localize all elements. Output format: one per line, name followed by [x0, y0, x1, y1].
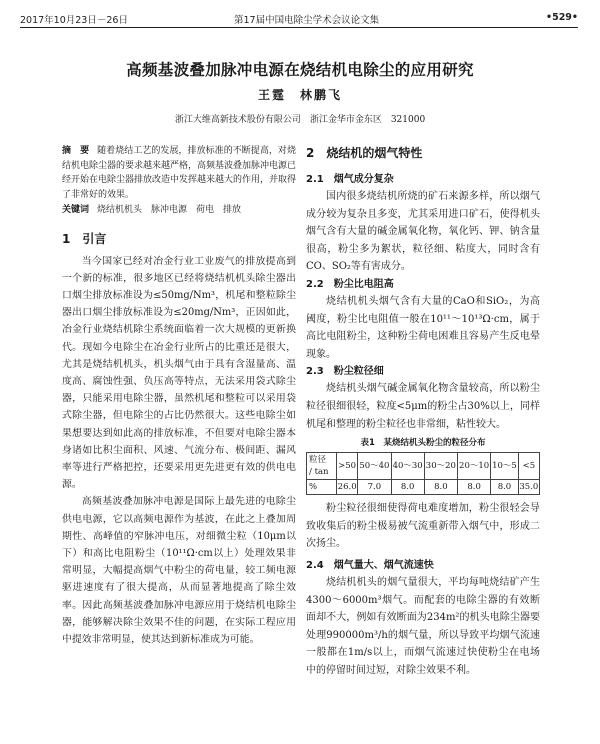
header-date: 2017年10月23日－26日 — [20, 15, 128, 26]
table-cell: 8.0 — [457, 480, 490, 495]
keywords — [62, 203, 296, 218]
paper-affiliation: 浙江大维高新技术股份有限公司 浙江金华市金东区 321000 — [174, 115, 426, 125]
subsection-2-3-heading: 2.3 粉尘粒径细 — [306, 366, 384, 378]
right-column — [306, 144, 540, 679]
left-column — [62, 144, 296, 648]
section-1-paragraph: 当今国家已经对冶金行业工业废气的排放提高到一个新的标准，很多地区已经将烧结机机头除尘器出口烟尘排放标准设为≤50mg/Nm³，机尾和整粒除尘器出口烟尘排放标准设为≤20mg/Nm³，正因如此，冶金行业烧结机除尘系统面临着一次大规模的更新换代。现如今电除尘在冶金行业所占的比重还是很大，尤其是烧结机机头，机头烟气由于具有含湿量高、温度高、腐蚀性强、负压高等特点，无法采用袋式除尘器，只能采用电除尘器，虽然机尾和整粒可以采用袋式除尘器，但电除尘的占比仍然很大。这些电除尘如果想要达到如此高的排放标准，不但要对电除尘器本身诸如比积尘面积、风速、气流分布、极间距、漏风率等进行严格把控，还要采用更先进更有效的供电电源。 — [62, 255, 296, 491]
section-2-heading: 2 烧结机的烟气特性 — [306, 146, 423, 160]
table-cell: 8.0 — [491, 480, 518, 495]
subsection-2-2-text: 烧结机机头烟气含有大量的CaO和SiO₂，为高阈度，粉尘比电阻值一般在10¹¹～10¹³Ω·cm，属于高比电阻粉尘，这种粉尘荷电困难且容易产生反电晕现象。 — [306, 295, 540, 360]
keywords-label: 关键词 — [62, 205, 90, 215]
page-header — [20, 10, 578, 28]
abstract-text: 随着烧结工艺的发展，排放标准的不断提高，对烧结机电除尘器的要求越来越严格，高频基波叠加脉冲电源已经开始在电除尘器排放改造中发挥越来越大的作用，并取得了非常好的效果。 — [62, 146, 297, 200]
table-header-row — [307, 453, 540, 480]
table-row-label: % — [307, 480, 337, 495]
subsection-2-1-heading: 2.1 烟气成分复杂 — [306, 174, 394, 185]
section-1-paragraph: 高频基波叠加脉冲电源是国际上最先进的电除尘供电电源，它以高频电源作为基波，在此之上叠加周期性、高峰值的窄脉冲电压，对细微尘粒（10μm以下）和高比电阻粉尘（10¹¹Ω·cm以上）处理效果非常明显，大幅提高烟气中粉尘的荷电量，较工频电源驱进速度有了很大提高，从而显著地提高了除尘效率。因此高频基波叠加脉冲电源应用于烧结机电除尘器，能够解决除尘效果不佳的问题，在实际工程应用中提效非常明显，使其达到新标准成为可能。 — [62, 496, 296, 645]
section-1-heading: 1 引言 — [62, 231, 107, 246]
table-cell: 26.0 — [337, 480, 358, 495]
subsection-2-1-text: 国内很多烧结机所烧的矿石来源多样，所以烟气成分较为复杂且多变，尤其采用进口矿石，使得机头烟气含有大量的碱金属氧化物，氧化钙、钾、钠含量很高，粉尘多为絮状，粒径细、粘度大，同时含有CO、SO₂等有害成分。 — [306, 191, 540, 273]
abstract — [62, 144, 296, 202]
table-cell: 7.0 — [358, 480, 391, 495]
paper-authors: 王霆 林鹏飞 — [257, 88, 342, 102]
subsection-2-3-text: 烧结机头烟气碱金属氧化物含量较高，所以粉尘粒径很细很轻，粒度<5μm的粉尘占30%以上，同样机尾和整理的粉尘粒径也非常细，粘性较大。 — [306, 383, 540, 430]
subsection-2-4-text: 烧结机机头的烟气量很大，平均每吨烧结矿产生4300～6000m³烟气。而配套的电除尘器的有效断面却不大，例如有效断面为234m²的机头电除尘器要处理990000m³/h的烟气量，所以导致平均烟气流速一般都在1m/s以上，而烟气流速过快使粉尘在电场中的停留时间过短，对除尘效果不利。 — [306, 576, 540, 676]
paper-title: 高频基波叠加脉冲电源在烧结机电除尘的应用研究 — [126, 61, 474, 79]
table-cell: 35.0 — [518, 480, 539, 495]
table-column-header: 50～40 — [358, 453, 391, 480]
header-page-number: •529• — [546, 12, 578, 23]
subsection-2-4-heading: 2.4 烟气量大、烟气流速快 — [306, 559, 434, 571]
header-rule — [20, 27, 578, 28]
table-column-header: >50 — [337, 453, 358, 480]
table-header-label-top: 粒径 — [309, 455, 327, 466]
table-title: 表1 某烧结机头粉尘的粒径分布 — [360, 438, 486, 449]
particle-size-table — [306, 452, 540, 495]
table-cell: 8.0 — [391, 480, 424, 495]
header-conference: 第17届中国电除尘学术会议论文集 — [234, 15, 380, 26]
table-column-header: 20～10 — [457, 453, 490, 480]
abstract-label: 摘 要 — [62, 146, 90, 156]
subsection-2-2-heading: 2.2 粉尘比电阻高 — [306, 278, 394, 290]
table-column-header: 30～20 — [424, 453, 457, 480]
keywords-text: 烧结机机头 脉冲电源 荷电 排放 — [97, 205, 242, 215]
after-table-text: 粉尘粒径很细使得荷电难度增加，粉尘很轻会导致收集后的粉尘极易被气流重新带入烟气中，形成二次扬尘。 — [306, 503, 540, 550]
table-column-header: <5 — [518, 453, 539, 480]
table-column-header: 10～5 — [491, 453, 518, 480]
table-row — [307, 480, 540, 495]
table-header-label — [307, 453, 337, 480]
table-cell: 8.0 — [424, 480, 457, 495]
table-header-label-bottom: / tan — [309, 467, 329, 478]
table-column-header: 40～30 — [391, 453, 424, 480]
